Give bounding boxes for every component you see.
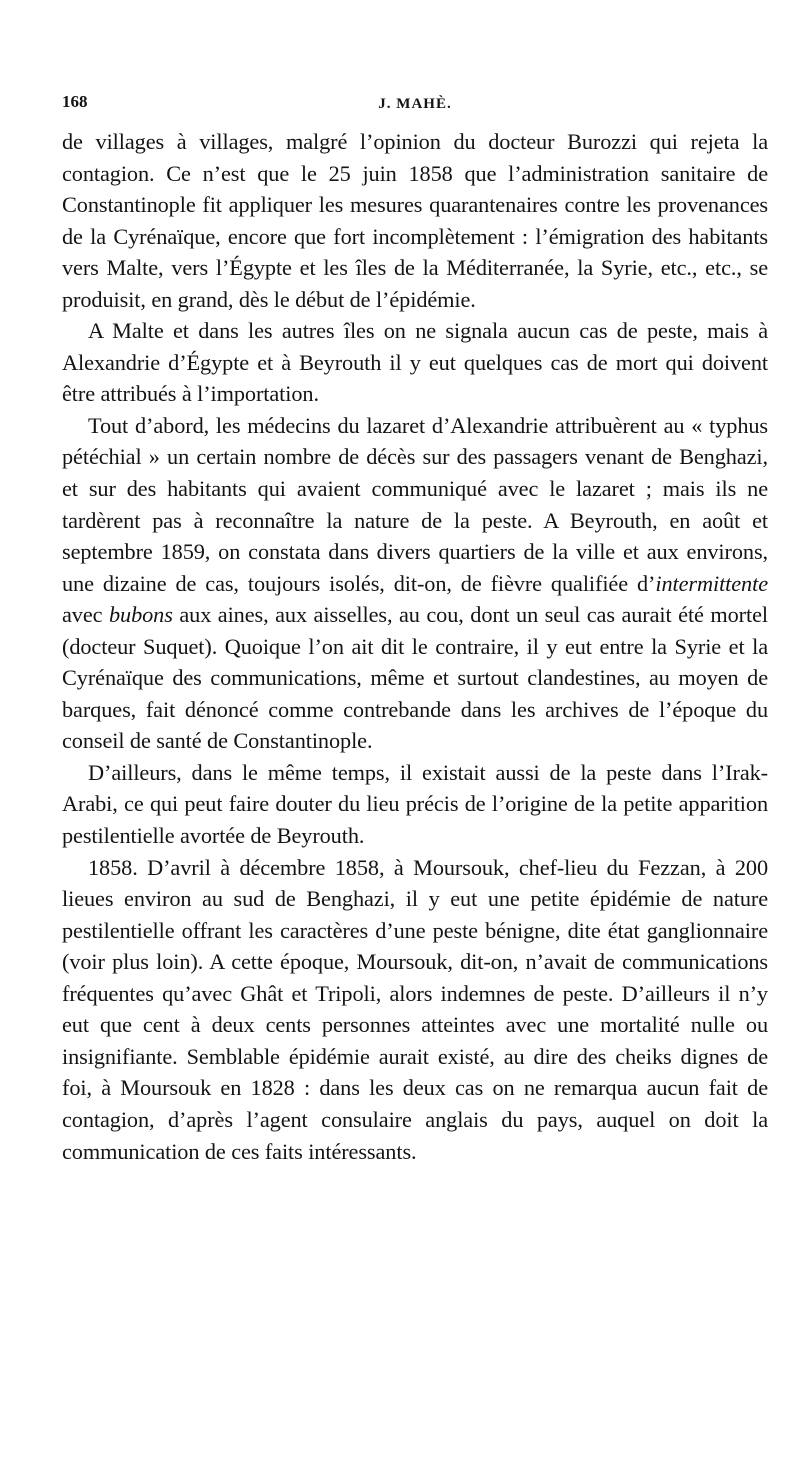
text-run: avec <box>62 602 109 628</box>
page-number: 168 <box>62 92 88 111</box>
text-run: de villages à villages, malgré l’opinion du docteur Burozzi qui rejeta la contagion. Ce n’est que le 25 juin 1858 que l’administration sanitaire de Constantinople fit appliquer les mesures quarantenaires contre les provenances de la Cyrénaïque, encore que fort incomplètement : l’émigration des habitants vers Malte, vers l’Égypte et les îles de la Méditerranée, la Syrie, etc., etc., se produisit, en grand, dès le début de l’épidémie. <box>62 129 768 312</box>
paragraph <box>62 315 768 410</box>
italic-text: intermittente <box>655 570 768 596</box>
text-run: A Malte et dans les autres îles on ne signala aucun cas de peste, mais à Alexandrie d’Égypte et à Beyrouth il y eut quelques cas de mort qui doivent être attribués à l’importation. <box>62 318 768 407</box>
running-head: J. MAHÈ. <box>378 96 452 112</box>
page-header <box>62 92 768 126</box>
book-page <box>62 92 768 1167</box>
text-run: aux aines, aux aisselles, au cou, dont un seul cas aurait été mortel (docteur Suquet). Quoique l’on ait dit le contraire, il y eut entre la Syrie et la Cyrénaïque des communications, même et surtout clandestines, au moyen de barques, fait dénoncé comme contrebande dans les archives de l’époque du conseil de santé de Constantinople. <box>62 602 768 754</box>
text-run: D’ailleurs, dans le même temps, il existait aussi de la peste dans l’Irak-Arabi, ce qui peut faire douter du lieu précis de l’origine de la petite apparition pestilentielle avortée de Beyrouth. <box>62 759 768 849</box>
paragraph <box>62 757 768 852</box>
paragraph <box>62 852 768 1167</box>
paragraph <box>62 410 768 757</box>
body-text <box>62 126 768 1167</box>
paragraph <box>62 126 768 315</box>
italic-text: bubons <box>108 602 173 628</box>
text-run: Tout d’abord, les médecins du lazaret d’Alexandrie attribuèrent au « typhus pétéchial » un certain nombre de décès sur des passagers venant de Benghazi, et sur des habitants qui avaient communiqué avec le lazaret ; mais ils ne tardèrent pas à reconnaître la nature de la peste. A Beyrouth, en août et septembre 1859, on constata dans divers quartiers de la ville et aux environs, une dizaine de cas, toujours isolés, dit-on, de fièvre qualifiée d’ <box>62 412 768 596</box>
text-run: 1858. D’avril à décembre 1858, à Moursouk, chef-lieu du Fezzan, à 200 lieues environ au sud de Benghazi, il y eut une petite épidémie de nature pestilentielle offrant les caractères d’une peste bénigne, dite état ganglionnaire (voir plus loin). A cette époque, Moursouk, dit-on, n’avait de communications fréquentes qu’avec Ghât et Tripoli, alors indemnes de peste. D’ailleurs il n’y eut que cent à deux cents personnes atteintes avec une mortalité nulle ou insignifiante. Semblable épidémie aurait existé, au dire des cheiks dignes de foi, à Moursouk en 1828 : dans les deux cas on ne remarqua aucun fait de contagion, d’après l’agent consulaire anglais du pays, auquel on doit la communication de ces faits intéressants. <box>62 854 768 1164</box>
